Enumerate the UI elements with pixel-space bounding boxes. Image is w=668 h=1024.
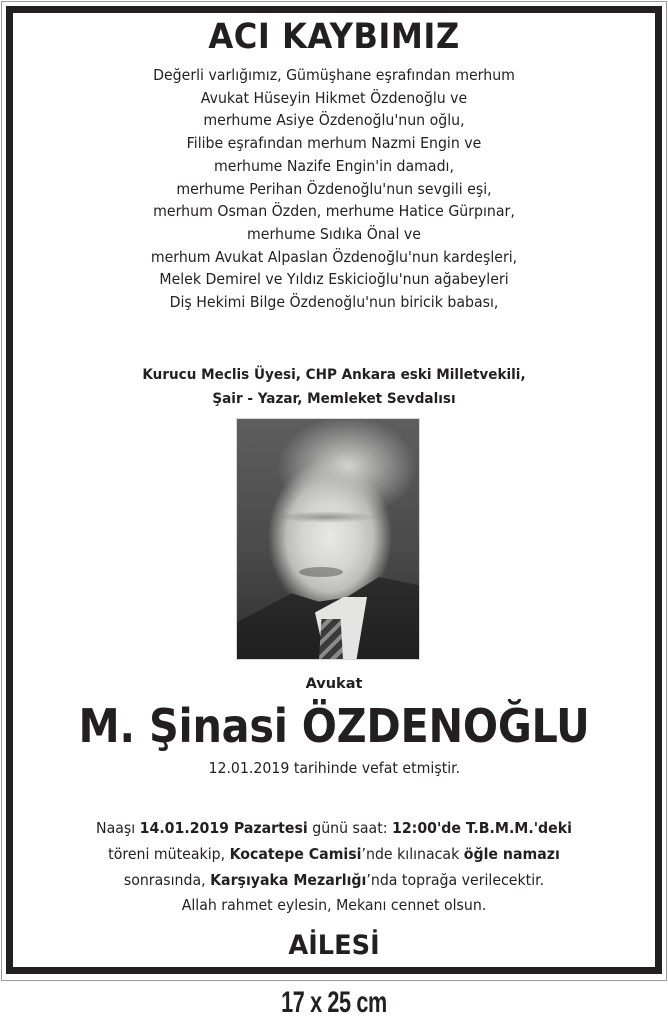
death-statement-text: 12.01.2019 tarihinde vefat etmiştir. bbox=[208, 759, 460, 777]
family-relations-text bbox=[0, 64, 668, 314]
funeral-time-place: 12:00'de T.B.M.M.'deki bbox=[392, 819, 572, 837]
deceased-name: M. Şinasi ÖZDENOĞLU bbox=[78, 699, 590, 753]
funeral-line: Allah rahmet eylesin, Mekanı cennet olsun. bbox=[181, 896, 487, 915]
photo-detail bbox=[299, 567, 343, 577]
funeral-text: ’nde kılınacak bbox=[361, 844, 464, 863]
intro-line: Melek Demirel ve Yıldız Eskicioğlu'nun ağabeyleri bbox=[159, 270, 509, 289]
photo-detail bbox=[277, 511, 377, 523]
occupation-label: Avukat bbox=[305, 676, 363, 692]
titles-line: Kurucu Meclis Üyesi, CHP Ankara eski Milletvekili, bbox=[142, 366, 526, 383]
funeral-line bbox=[23, 868, 644, 894]
cemetery-name: Karşıyaka Mezarlığı bbox=[210, 870, 367, 889]
titles-line: Şair - Yazar, Memleket Sevdalısı bbox=[212, 390, 456, 407]
intro-line: merhume Nazife Engin'in damadı, bbox=[214, 156, 454, 175]
funeral-line bbox=[23, 816, 644, 842]
funeral-text: günü saat: bbox=[307, 819, 393, 837]
photo-detail bbox=[319, 619, 343, 659]
funeral-text: Naaşı bbox=[96, 819, 140, 837]
intro-line: merhum Osman Özden, merhume Hatice Gürpınar, bbox=[153, 202, 515, 221]
intro-line: Filibe eşrafından merhum Nazmi Engin ve bbox=[186, 134, 482, 153]
funeral-line bbox=[23, 842, 644, 868]
portrait-photo bbox=[236, 418, 420, 660]
funeral-details bbox=[0, 816, 668, 919]
intro-line: merhum Avukat Alpaslan Özdenoğlu'nun kardeşleri, bbox=[150, 247, 518, 266]
intro-line: merhume Perihan Özdenoğlu'nun sevgili eşi, bbox=[176, 179, 492, 198]
ad-size-label: 17 x 25 cm bbox=[281, 986, 387, 1019]
funeral-text: töreni müteakip, bbox=[108, 844, 230, 863]
funeral-text: sonrasında, bbox=[123, 870, 211, 889]
signature-family: AİLESİ bbox=[288, 930, 380, 961]
intro-line: Diş Hekimi Bilge Özdenoğlu'nun biricik babası, bbox=[169, 293, 499, 312]
intro-line: Avukat Hüseyin Hikmet Özdenoğlu ve bbox=[200, 88, 468, 107]
intro-line: merhume Asiye Özdenoğlu'nun oğlu, bbox=[203, 111, 465, 130]
headline: ACI KAYBIMIZ bbox=[208, 17, 460, 57]
honorific-titles bbox=[0, 363, 668, 411]
intro-line: Değerli varlığımız, Gümüşhane eşrafından merhum bbox=[153, 66, 515, 84]
mosque-name: Kocatepe Camisi bbox=[229, 844, 362, 863]
funeral-date: 14.01.2019 Pazartesi bbox=[139, 819, 308, 837]
prayer-name: öğle namazı bbox=[463, 844, 560, 863]
funeral-text: ’nda toprağa verilecektir. bbox=[366, 870, 545, 889]
intro-line: merhume Sıdıka Önal ve bbox=[247, 224, 421, 243]
death-statement bbox=[0, 757, 668, 779]
